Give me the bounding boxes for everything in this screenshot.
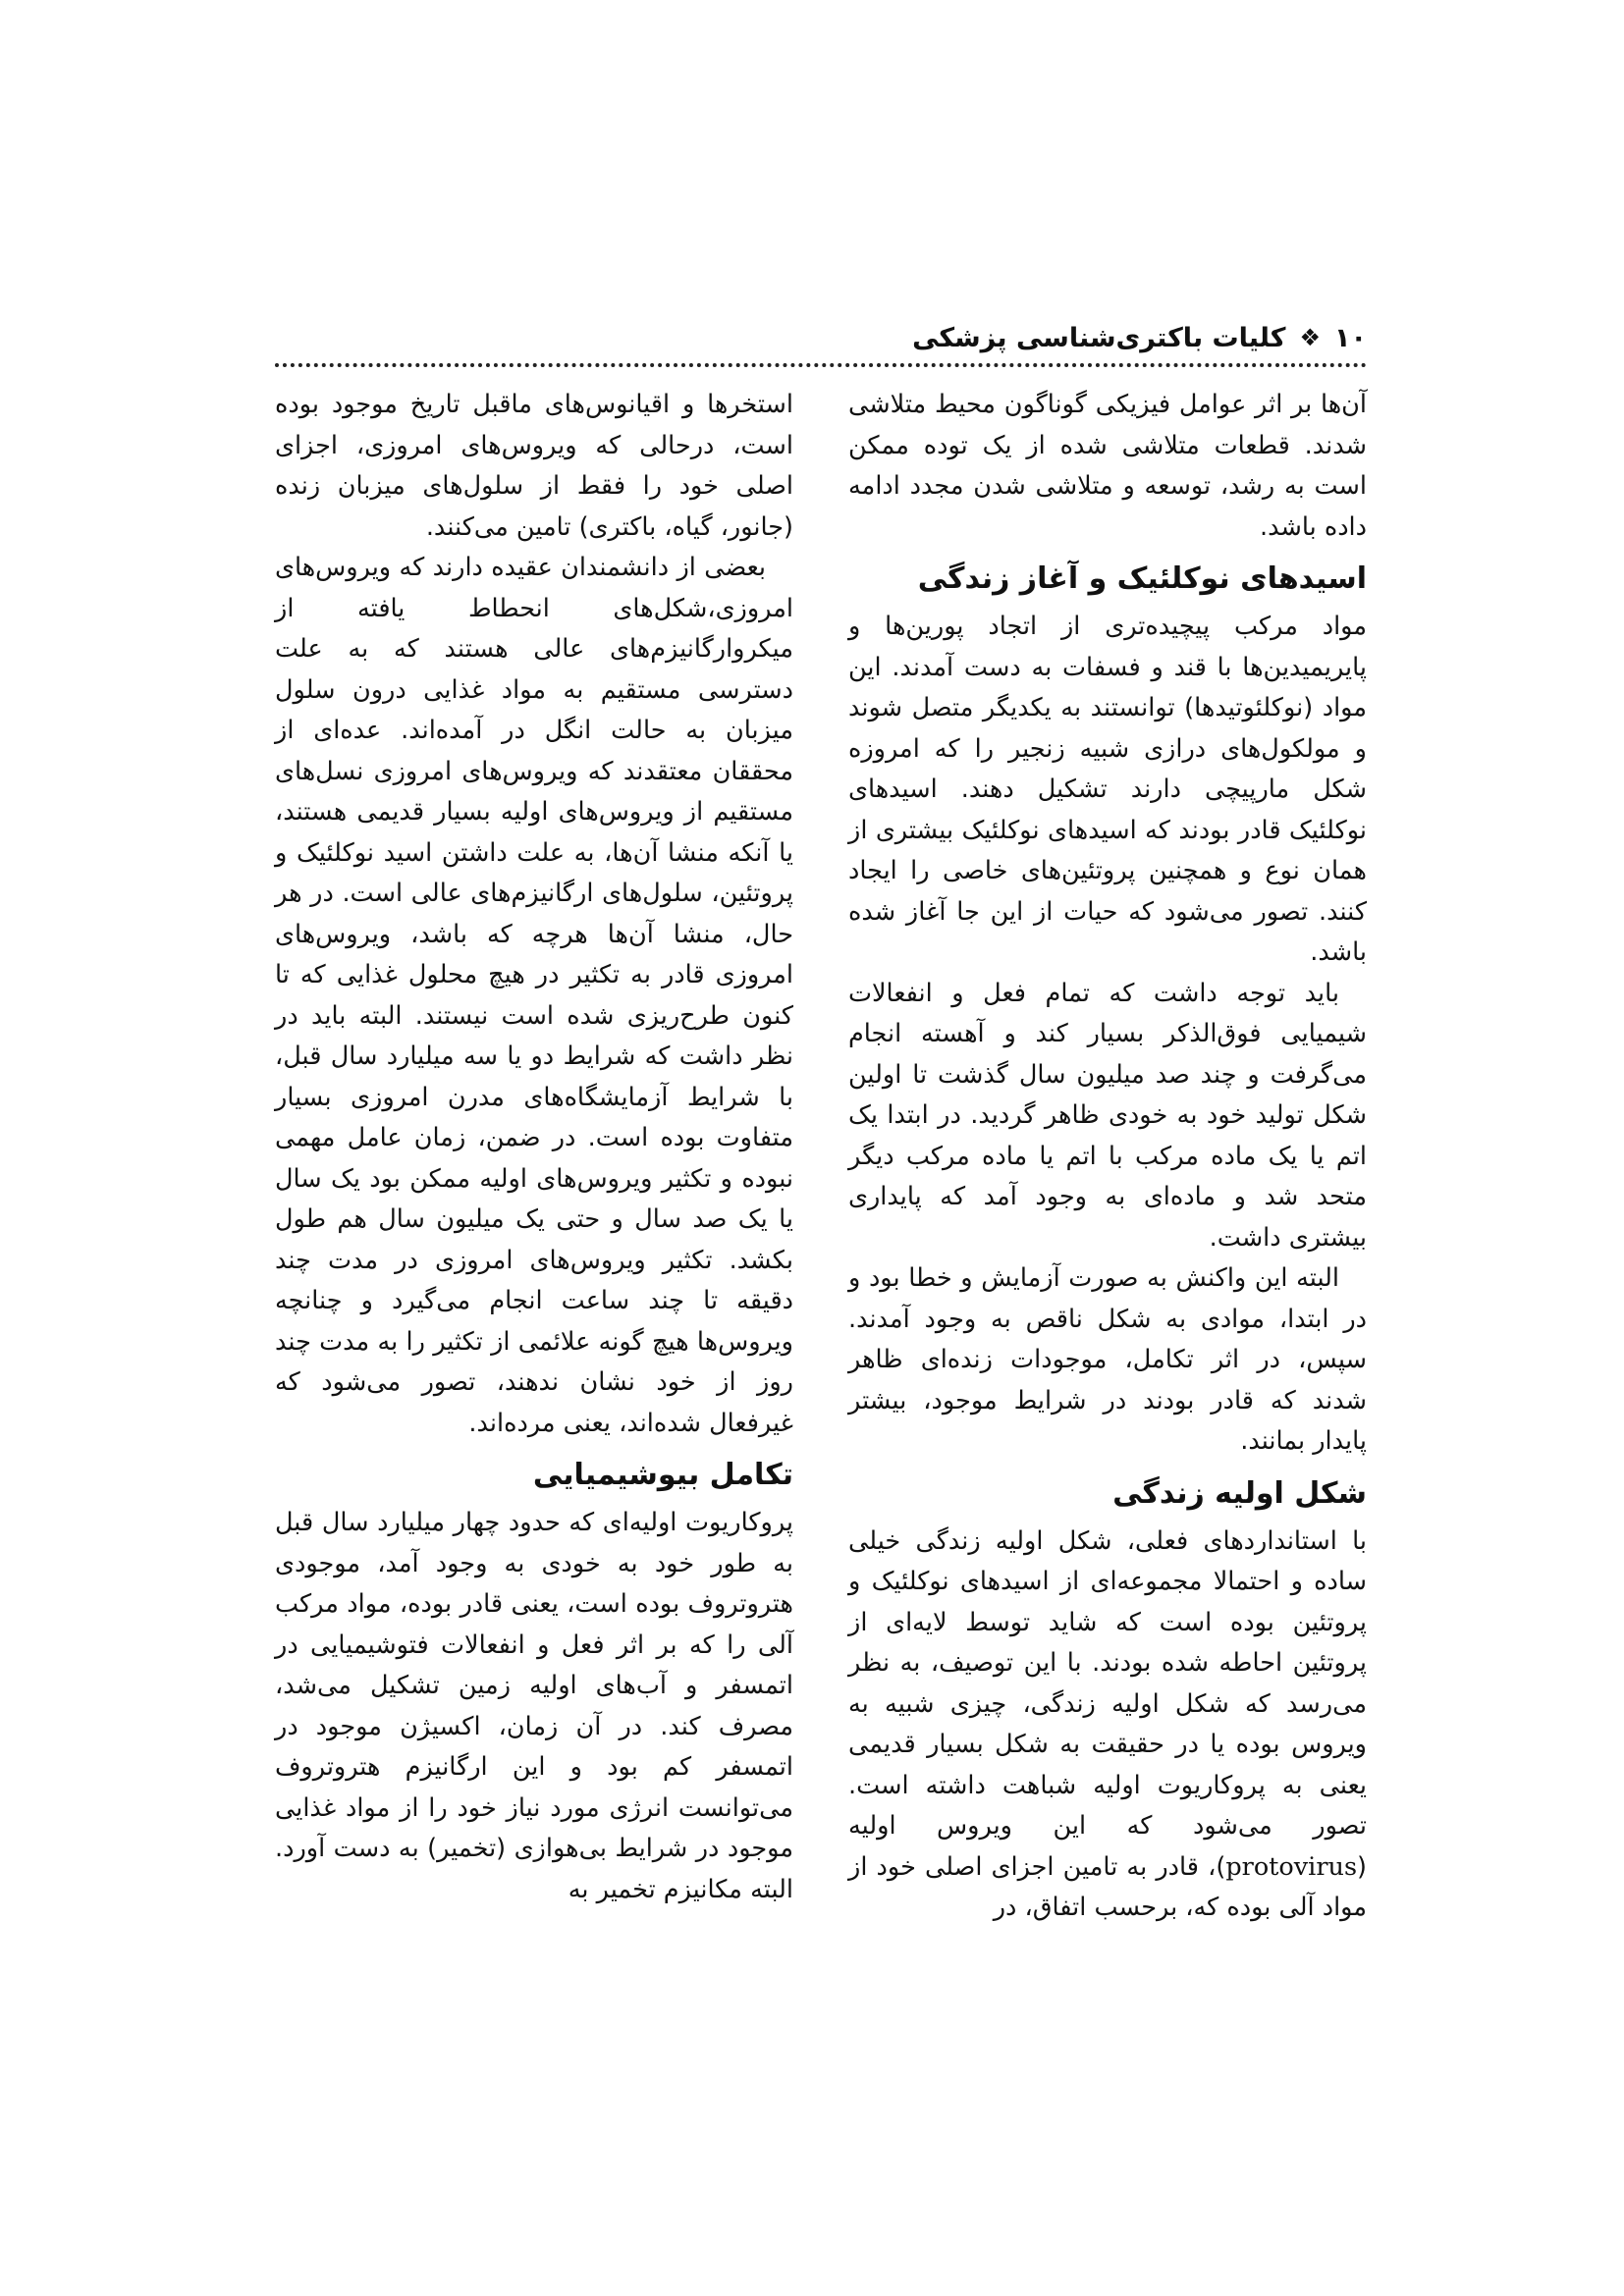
- text-run: )، قادر به تامین اجزای اصلی خود از مواد آلی بوده که، برحسب اتفاق، در: [848, 1851, 1367, 1922]
- paragraph: [848, 1522, 1367, 1929]
- paragraph: باید توجه داشت که تمام فعل و انفعالات شیمیایی فوق‌الذکر بسیار کند و آهسته انجام می‌گرفت و چند صد میلیون سال گذشت تا اولین شکل تولید خود به خودی ظاهر گردید. در ابتدا یک اتم یا یک ماده مرکب با اتم یا ماده مرکب دیگر متحد شد و ماده‌ای به وجود آمد که پایداری بیشتری داشت.: [848, 978, 1367, 1253]
- paragraph: آن‌ها بر اثر عوامل فیزیکی گوناگون محیط متلاشی شدند. قطعات متلاشی شده از یک توده ممکن است به رشد، توسعه و متلاشی شدن مجدد ادامه داده باشد.: [848, 390, 1367, 542]
- left-column: [275, 385, 793, 1910]
- paragraph: بعضی از دانشمندان عقیده دارند که ویروس‌های امروزی،شکل‌های انحطاط یافته از میکروارگانیزم‌های عالی هستند که به علت دسترسی مستقیم به مواد غذایی درون سلول میزبان به حالت انگل در آمده‌اند. عده‌ای از محققان معتقدند که ویروس‌های امروزی نسل‌های مستقیم از ویروس‌های اولیه بسیار قدیمی هستند، یا آنکه منشا آن‌ها، به علت داشتن اسید نوکلئیک و پروتئین، سلول‌های ارگانیزم‌های عالی است. در هر حال، منشا آن‌ها هرچه که باشد، ویروس‌های امروزی قادر به تکثیر در هیچ محلول غذایی که تا کنون طرح‌ریزی شده است نیستند. البته باید در نظر داشت که شرایط دو یا سه میلیارد سال قبل، با شرایط آزمایشگاه‌های مدرن امروزی بسیار متفاوت بوده است. در ضمن، زمان عامل مهمی نبوده و تکثیر ویروس‌های اولیه ممکن بود یک سال یا یک صد سال و حتی یک میلیون سال هم طول بکشد. تکثیر ویروس‌های امروزی در مدت چند دقیقه تا چند ساعت انجام می‌گیرد و چنانچه ویروس‌ها هیچ گونه علائمی از تکثیر را به مدت چند روز از خود نشان ندهند، تصور می‌شود که غیرفعال شده‌اند، یعنی مرده‌اند.: [275, 553, 793, 1438]
- paragraph: البته این واکنش به صورت آزمایش و خطا بود و در ابتدا، موادی به شکل ناقص به وجود آمدند. سپس، در اثر تکامل، موجودات زنده‌ای ظاهر شدند که قادر بودند در شرایط موجود، بیشتر پایدار بمانند.: [848, 1263, 1367, 1456]
- diamond-ornament-icon: ❖: [1299, 324, 1322, 351]
- right-column: [848, 385, 1367, 1929]
- section-heading: تکامل بیوشیمیایی: [532, 1458, 793, 1492]
- book-title: کلیات باکتری‌شناسی پزشکی: [912, 322, 1286, 353]
- paragraph: مواد مرکب پیچیده‌تری از اتجاد پورین‌ها و پایریمیدین‌ها با قند و فسفات به دست آمدند. این مواد (نوکلئوتیدها) توانستند به یکدیگر متصل شوند و مولکول‌های درازی شبیه زنجیر را که امروزه شکل مارپیچی دارند تشکیل دهند. اسیدهای نوکلئیک قادر بودند که اسیدهای نوکلئیک بیشتری از همان نوع و همچنین پروتئین‌های خاصی را ایجاد کنند. تصور می‌شود که حیات از این جا آغاز شده باشد.: [848, 612, 1367, 967]
- latin-term: protovirus: [1225, 1851, 1358, 1882]
- header-dotted-rule: [275, 363, 1367, 367]
- page-number: ۱۰: [1334, 322, 1367, 353]
- section-heading: شکل اولیه زندگی: [1112, 1475, 1367, 1511]
- section-heading: اسیدهای نوکلئیک و آغاز زندگی: [917, 561, 1367, 596]
- paragraph: استخرها و اقیانوس‌های ماقبل تاریخ موجود بوده است، درحالی که ویروس‌های امروزی، اجزای اصلی خود را فقط از سلول‌های میزبان زنده (جانور، گیاه، باکتری) تامین می‌کنند.: [275, 390, 793, 542]
- running-header: [275, 316, 1367, 359]
- text-run: با استانداردهای فعلی، شکل اولیه زندگی خیلی ساده و احتمالا مجموعه‌ای از اسیدهای نوکلئیک و پروتئین بوده است که شاید توسط لایه‌ای از پروتئین احاطه شده بودند. با این توصیف، به نظر می‌رسد که شکل اولیه زندگی، چیزی شبیه به ویروس بوده یا در حقیقت به شکل بسیار قدیمی یعنی به پروکاریوت اولیه شباهت داشته است. تصور می‌شود که این ویروس اولیه (: [848, 1525, 1367, 1882]
- paragraph: پروکاریوت اولیه‌ای که حدود چهار میلیارد سال قبل به طور خود به خودی به وجود آمد، موجودی هتروتروف بوده است، یعنی قادر بوده، مواد مرکب آلی را که بر اثر فعل و انفعالات فتوشیمیایی در اتمسفر و آب‌های اولیه زمین تشکیل می‌شد، مصرف کند. در آن زمان، اکسیژن موجود در اتمسفر کم بود و این ارگانیزم هتروتروف می‌توانست انرژی مورد نیاز خود را از مواد غذایی موجود در شرایط بی‌هوازی (تخمیر) به دست آورد. البته مکانیزم تخمیر به: [275, 1508, 793, 1904]
